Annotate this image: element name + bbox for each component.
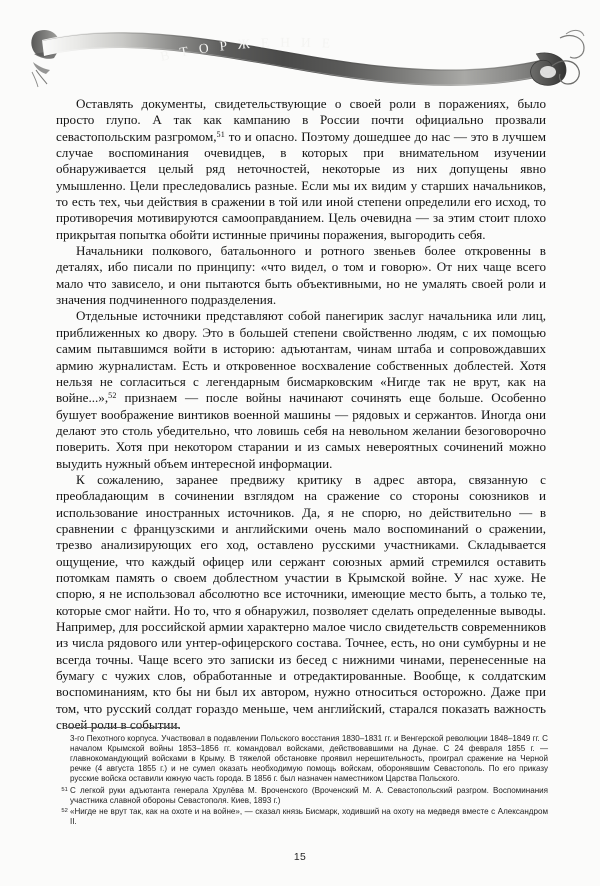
chapter-banner	[0, 14, 600, 94]
paragraph: Отдельные источники представляют собой панегирик заслуг начальника или лиц, приближенных ко двору. Это в большей степени свойственно людям, с их помощью самим пытавшимся войти в историю: адъютантам, чинам штаба и сопровождавших армию журналистам. Есть и откровенное восхваление собственных доблестей. Хотя нельзя не согласиться с легендарным бисмарковским «Нигде так не врут, как на войне...»,$^{52}$ признаем — после войны начинают сочинять еще больше. Особенно бушует воображение винтиков военной машины — рядовых и сержантов. Иногда они делают это столь убедительно, что ловишь себя на невольном желании безоговорочно поверить. Хотя при некотором старании и из самых невероятных сочинений можно выудить нужный объем интересной информации.	[56, 308, 546, 471]
paragraph: К сожалению, заранее предвижу критику в адрес автора, связанную с преобладающим в сочинении взглядом на сражение со стороны союзников и использование иностранных источников. Да, я не спорю, но действительно — в сравнении с французскими и английскими очень мало воспоминаний о сражении, трезво анализирующих его ход, оставлено русскими участниками. Складывается ощущение, что каждый офицер или сержант союзных армий стремился оставить потомкам память о своем доблестном участии в Крымской войне. У нас хуже. Не спорю, я не использовал абсолютно все источники, имеющие место быть, а только те, которые смог найти. Но то, что я обнаружил, позволяет сделать определенные выводы. Например, для российской армии характерно малое число свидетельств современников из числа рядового или унтер-офицерского состава. Точнее, есть, но они сумбурны и не всегда точны. Чаще всего это записки из бесед с нижними чинами, перенесенные на бумагу с чужих слов, обработанные и отредактированные. Вообще, к солдатским воспоминаниям, кто бы ни был их автором, нужно относиться осторожно. Даже при том, что русский солдат гораздо меньше, чем английский, старался показать важность своей роли в событии.	[56, 471, 546, 733]
footnote-item	[56, 807, 548, 827]
ribbon-banner-ornament	[0, 14, 600, 94]
chapter-title: ВТОРЖЕНИЕ	[158, 34, 342, 64]
footnote-text: С легкой руки адъютанта генерала Хрулёва М. Вроченского (Вроченский М. А. Севастопольский разгром. Воспоминания участника славной обороны Севастополя. Киев, 1893 г.)	[70, 785, 548, 805]
footnote-text: «Нигде не врут так, как на охоте и на войне», — сказал князь Бисмарк, ходивший на охоту на медведя вместе с Александром II.	[70, 807, 548, 827]
paragraph: Оставлять документы, свидетельствующие о своей роли в поражениях, было просто глупо. А так как кампанию в России почти официально прозвали севастопольским разгромом,$^{51}$ то и опасно. Поэтому дошедшее до нас — это в лучшем случае воспоминания очевидцев, в которых при внимательном изучении обнаруживается целый ряд неточностей, некоторые из них допущены явно умышленно. Цели преследовались разные. Если мы их видим у старших начальников, то есть тех, чьи действия в сражении в той или иной степени определили его исход, то противоречия мотивируются самооправданием. Цель очевидна — за этим стоит плохо прикрытая попытка обойти истинные причины поражения, выгородить себя.	[56, 96, 547, 242]
footnote-item	[56, 786, 548, 806]
body-text-column	[56, 96, 546, 733]
footnote-text: 3-го Пехотного корпуса. Участвовал в подавлении Польского восстания 1830–1831 гг. и Венгерской революции 1848–1849 гг. С началом Крымской войны 1853–1856 гг. командовал войсками, действовавшими на Дунае. С 24 февраля 1855 г. — главнокомандующий войсками в Крыму. В тяжелой обстановке проявил нерешительность, проиграл сражение на Черной речке (4 августа 1855 г.) и не сумел оказать необходимую помощь войскам, оборонявшим Севастополь. По его приказу русские войска оставили южную часть города. В 1856 г. был назначен наместником Царства Польского.	[70, 734, 548, 784]
footnote-item	[56, 734, 548, 784]
footnote-reference[interactable]: 51	[216, 129, 226, 139]
footnote-marker: 51	[61, 786, 68, 793]
footnote-marker: 52	[61, 808, 68, 815]
page-number: 15	[293, 852, 307, 863]
footnote-list	[56, 734, 548, 828]
footnote-reference[interactable]: 52	[108, 390, 117, 400]
paragraph: Начальники полкового, батальонного и ротного звеньев более откровенны в деталях, ибо писали по принципу: «что видел, о том и говорю». От них чаще всего мало что зависело, и они пытаются быть объективными, но не умалять своей роли и значения подчиненного подразделения.	[56, 243, 546, 308]
footnote-separator	[68, 727, 180, 728]
